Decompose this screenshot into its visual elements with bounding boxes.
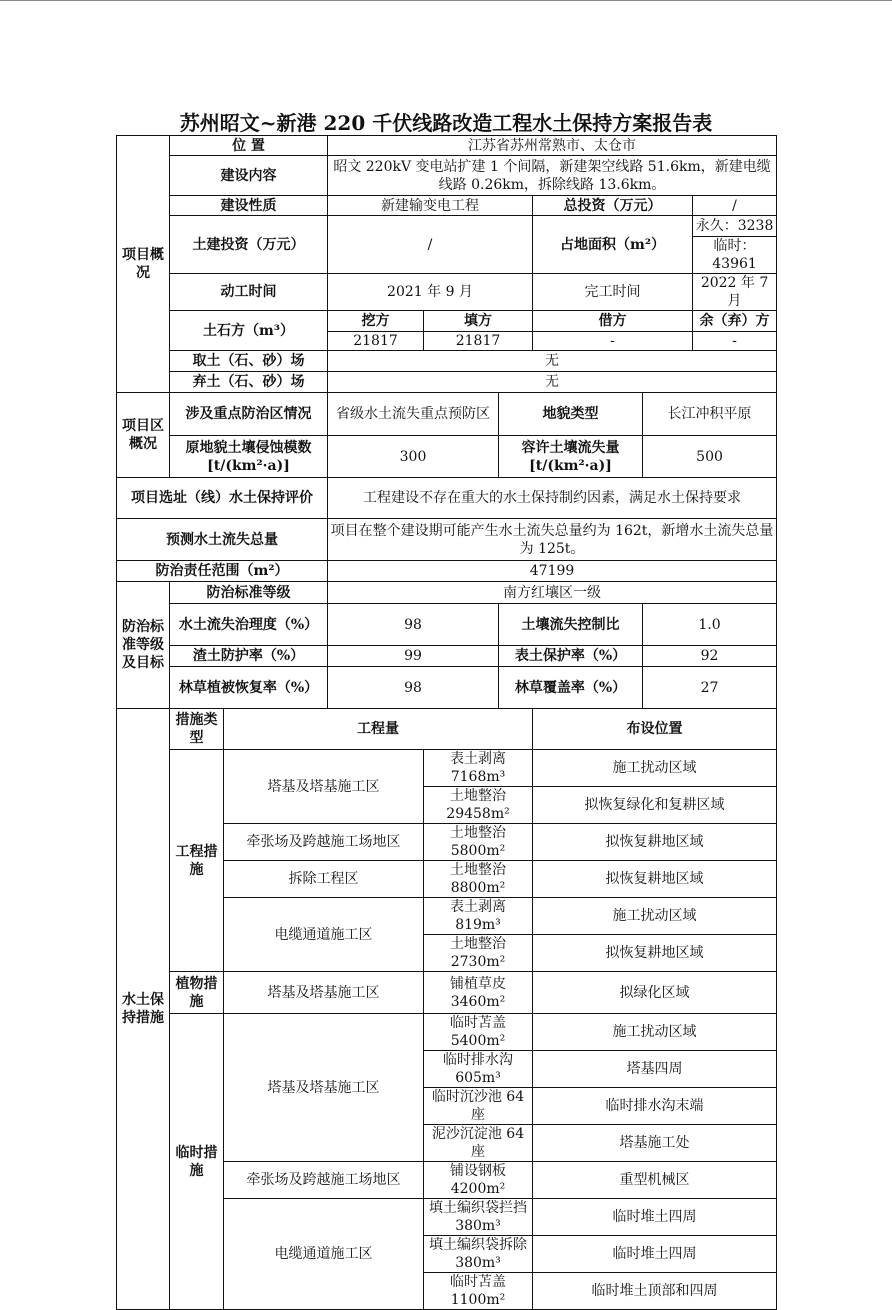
measure-qty: 表土剥离 7168m³	[424, 750, 533, 787]
section-project-overview: 项目概况	[117, 136, 170, 393]
key-zone-label: 涉及重点防治区情况	[170, 393, 328, 436]
measure-qty: 临时苫盖 1100m²	[424, 1273, 533, 1310]
page-top-border	[0, 0, 892, 1]
dig-value: 21817	[328, 332, 424, 351]
target-veg-cover-value: 27	[643, 667, 777, 709]
measure-qty: 土地整治 5800m²	[424, 824, 533, 861]
area-demolition: 拆除工程区	[224, 861, 424, 898]
erosion-modulus-value: 300	[328, 436, 499, 478]
waste-label: 余（弃）方	[693, 311, 777, 332]
report-title: 苏州昭文~新港 220 千伏线路改造工程水土保持方案报告表	[179, 111, 713, 135]
area-cable: 电缆通道施工区	[224, 1199, 424, 1310]
report-table	[116, 135, 777, 1310]
measure-qty: 泥沙沉淀池 64 座	[424, 1125, 533, 1162]
measure-qty: 填土编织袋拆除 380m³	[424, 1236, 533, 1273]
measure-loc: 重型机械区	[533, 1162, 777, 1199]
target-veg-cover-label: 林草覆盖率（%）	[499, 667, 643, 709]
area-cable: 电缆通道施工区	[224, 898, 424, 972]
predict-loss-label: 预测水土流失总量	[117, 519, 328, 561]
std-level-value: 南方红壤区一级	[328, 582, 777, 604]
key-zone-value: 省级水土流失重点预防区	[328, 393, 499, 436]
borrow-site-label: 取土（石、砂）场	[170, 351, 328, 372]
measure-loc: 临时堆土顶部和四周	[533, 1273, 777, 1310]
fill-value: 21817	[424, 332, 533, 351]
erosion-modulus-label: 原地貌土壤侵蚀模数[t/(km²·a)]	[170, 436, 328, 478]
resp-scope-label: 防治责任范围（m²）	[117, 561, 328, 582]
eng-measure-label: 工程措施	[170, 750, 224, 972]
measure-loc: 拟绿化区域	[533, 972, 777, 1014]
target-topsoil-value: 92	[643, 646, 777, 667]
fill-label: 填方	[424, 311, 533, 332]
total-invest-value: /	[693, 196, 777, 216]
civil-invest-label: 土建投资（万元）	[170, 216, 328, 274]
std-level-label: 防治标准等级	[170, 582, 328, 604]
end-time-value: 2022 年 7 月	[693, 274, 777, 311]
measure-qty: 土地整治 29458m²	[424, 787, 533, 824]
end-time-label: 完工时间	[533, 274, 693, 311]
section-area-overview: 项目区概况	[117, 393, 170, 478]
target-slag-value: 99	[328, 646, 499, 667]
predict-loss-value: 项目在整个建设期可能产生水土流失总量约为 162t，新增水土流失总量为 125t。	[328, 519, 777, 561]
measure-loc: 施工扰动区域	[533, 1014, 777, 1051]
land-area-temporary: 临时：43961	[693, 237, 777, 274]
location-header: 布设位置	[533, 709, 777, 750]
nature-label: 建设性质	[170, 196, 328, 216]
section-measures: 水土保持措施	[117, 709, 170, 1310]
measure-loc: 拟恢复耕地区域	[533, 824, 777, 861]
measure-qty: 土地整治 8800m²	[424, 861, 533, 898]
borrow-value: -	[533, 332, 693, 351]
measure-qty: 临时沉沙池 64 座	[424, 1088, 533, 1125]
dig-label: 挖方	[328, 311, 424, 332]
section-standard: 防治标准等级及目标	[117, 582, 170, 709]
measure-qty: 临时苫盖 5400m²	[424, 1014, 533, 1051]
location-label: 位 置	[170, 136, 328, 156]
land-area-permanent: 永久：3238	[693, 216, 777, 237]
temp-measure-label: 临时措施	[170, 1014, 224, 1310]
resp-scope-value: 47199	[328, 561, 777, 582]
earthwork-label: 土石方（m³）	[170, 311, 328, 351]
allowable-loss-label: 容许土壤流失量[t/(km²·a)]	[499, 436, 643, 478]
measure-loc: 塔基四周	[533, 1051, 777, 1088]
area-tower: 塔基及塔基施工区	[224, 1014, 424, 1162]
dump-site-label: 弃土（石、砂）场	[170, 372, 328, 393]
target-topsoil-label: 表土保护率（%）	[499, 646, 643, 667]
measure-loc: 施工扰动区域	[533, 898, 777, 935]
borrow-label: 借方	[533, 311, 693, 332]
area-pull-site: 牵张场及跨越施工场地区	[224, 824, 424, 861]
site-eval-label: 项目选址（线）水土保持评价	[117, 478, 328, 519]
measure-loc: 临时堆土四周	[533, 1236, 777, 1273]
measure-qty: 土地整治 2730m²	[424, 935, 533, 972]
measure-loc: 拟恢复耕地区域	[533, 935, 777, 972]
measure-qty: 临时排水沟 605m³	[424, 1051, 533, 1088]
quantity-header: 工程量	[224, 709, 533, 750]
dump-site-value: 无	[328, 372, 777, 393]
measure-type-header: 措施类型	[170, 709, 224, 750]
allowable-loss-value: 500	[643, 436, 777, 478]
landform-label: 地貌类型	[499, 393, 643, 436]
start-time-value: 2021 年 9 月	[328, 274, 533, 311]
nature-value: 新建输变电工程	[328, 196, 533, 216]
borrow-site-value: 无	[328, 351, 777, 372]
target-ratio-value: 1.0	[643, 604, 777, 646]
area-tower: 塔基及塔基施工区	[224, 972, 424, 1014]
measure-loc: 塔基施工处	[533, 1125, 777, 1162]
measure-loc: 临时排水沟末端	[533, 1088, 777, 1125]
waste-value: -	[693, 332, 777, 351]
measure-qty: 铺设钢板 4200m²	[424, 1162, 533, 1199]
land-area-label: 占地面积（m²）	[533, 216, 693, 274]
area-tower: 塔基及塔基施工区	[224, 750, 424, 824]
total-invest-label: 总投资（万元）	[533, 196, 693, 216]
target-control-label: 水土流失治理度（%）	[170, 604, 328, 646]
measure-qty: 填土编织袋拦挡 380m³	[424, 1199, 533, 1236]
measure-loc: 拟恢复绿化和复耕区域	[533, 787, 777, 824]
measure-qty: 铺植草皮 3460m²	[424, 972, 533, 1014]
target-ratio-label: 土壤流失控制比	[499, 604, 643, 646]
civil-invest-value: /	[328, 216, 533, 274]
location-value: 江苏省苏州常熟市、太仓市	[328, 136, 777, 156]
measure-loc: 施工扰动区域	[533, 750, 777, 787]
content-label: 建设内容	[170, 156, 328, 196]
measure-loc: 临时堆土四周	[533, 1199, 777, 1236]
target-veg-recovery-label: 林草植被恢复率（%）	[170, 667, 328, 709]
target-veg-recovery-value: 98	[328, 667, 499, 709]
measure-qty: 表土剥离 819m³	[424, 898, 533, 935]
measure-loc: 拟恢复耕地区域	[533, 861, 777, 898]
veg-measure-label: 植物措施	[170, 972, 224, 1014]
target-slag-label: 渣土防护率（%）	[170, 646, 328, 667]
content-value: 昭文 220kV 变电站扩建 1 个间隔，新建架空线路 51.6km，新建电缆线路 0.26km，拆除线路 13.6km。	[328, 156, 777, 196]
start-time-label: 动工时间	[170, 274, 328, 311]
target-control-value: 98	[328, 604, 499, 646]
site-eval-value: 工程建设不存在重大的水土保持制约因素，满足水土保持要求	[328, 478, 777, 519]
area-pull-site: 牵张场及跨越施工场地区	[224, 1162, 424, 1199]
landform-value: 长江冲积平原	[643, 393, 777, 436]
